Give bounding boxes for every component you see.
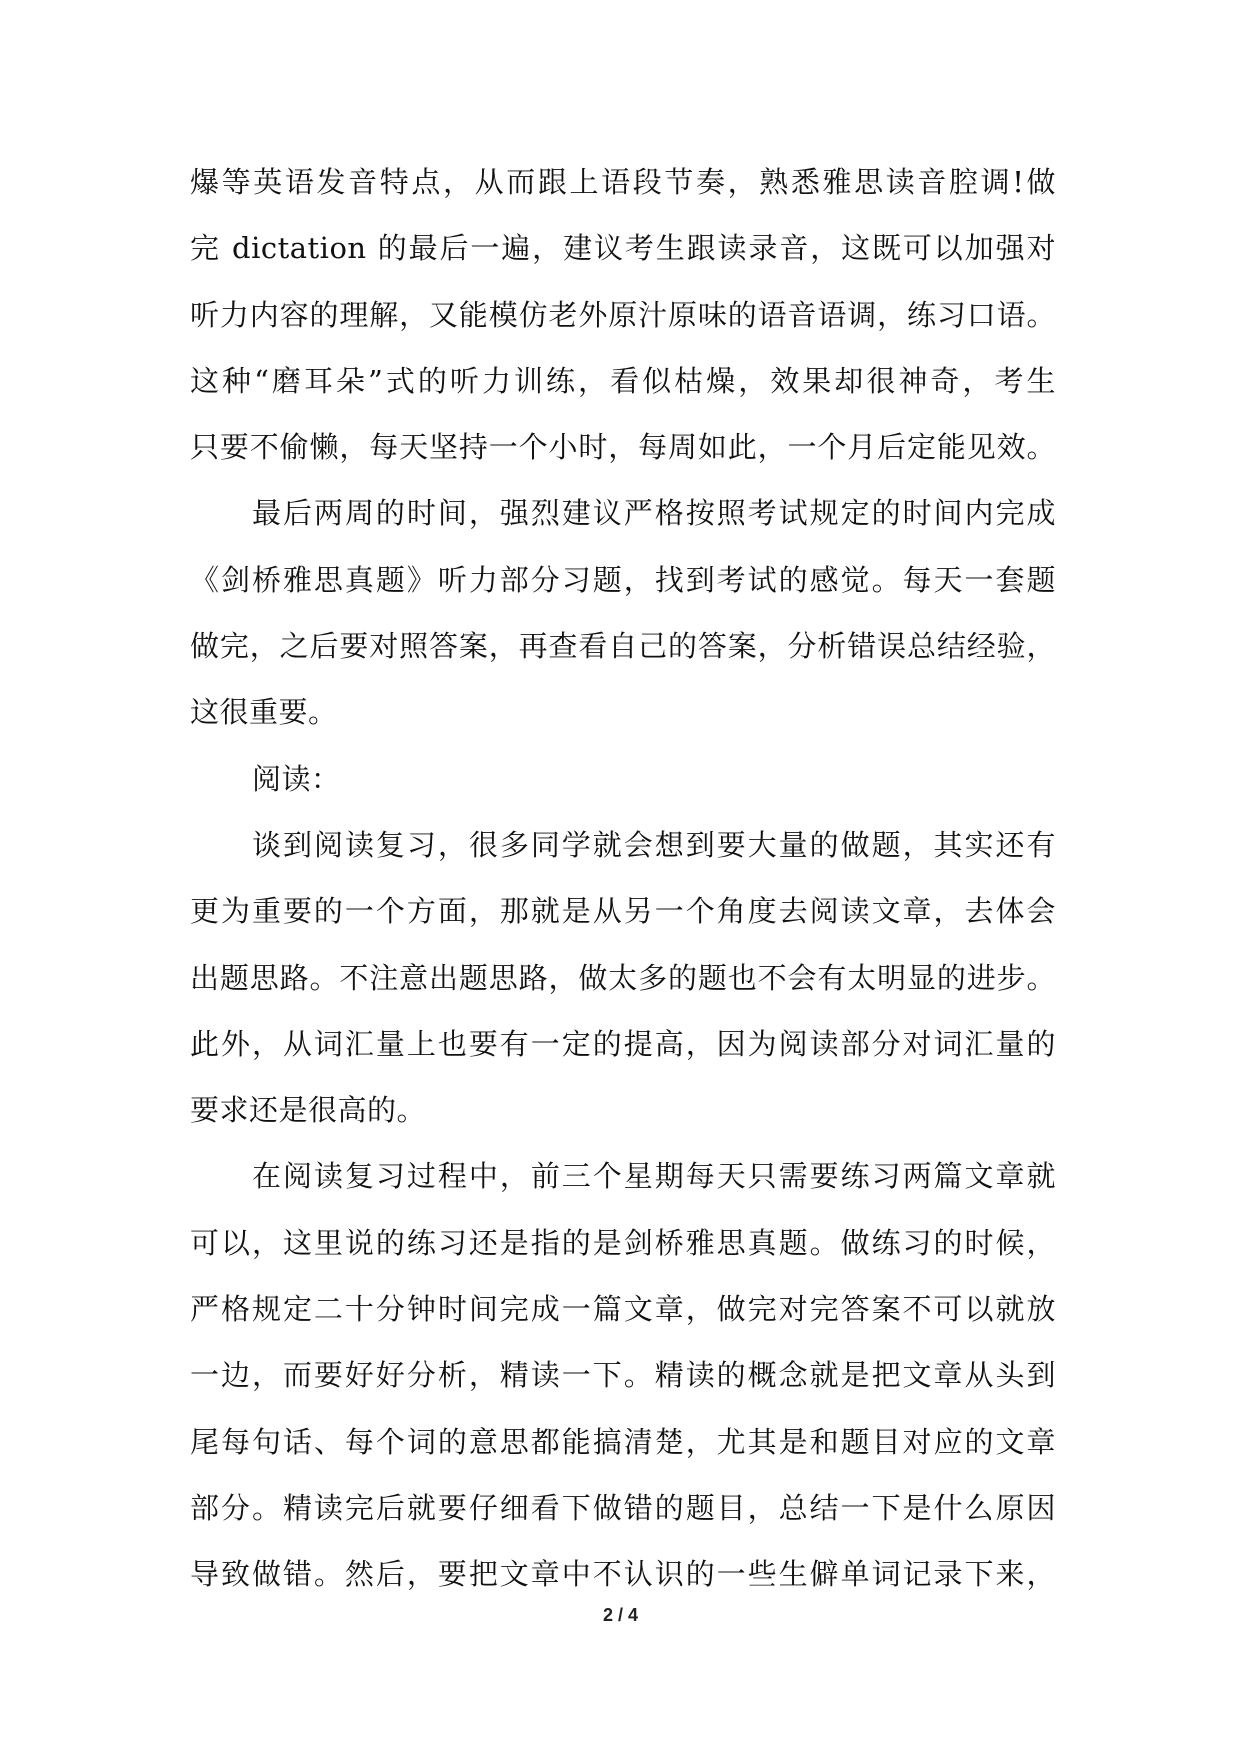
page-number: 2 / 4 bbox=[602, 1605, 639, 1625]
text-line: 《剑桥雅思真题》听力部分习题，找到考试的感觉。每天一套题 bbox=[190, 562, 1056, 597]
text-line: 做完，之后要对照答案，再查看自己的答案，分析错误总结经验， bbox=[190, 629, 1056, 664]
text-line: 爆等英语发音特点，从而跟上语段节奏，熟悉雅思读音腔调!做 bbox=[190, 165, 1056, 199]
text-line: 此外，从词汇量上也要有一定的提高，因为阅读部分对词汇量的 bbox=[190, 1026, 1056, 1061]
text-line: 更为重要的一个方面，那就是从另一个角度去阅读文章，去体会 bbox=[190, 894, 1056, 929]
text-line: 出题思路。不注意出题思路，做太多的题也不会有太明显的进步。 bbox=[190, 960, 1056, 995]
document-body bbox=[190, 162, 1056, 1621]
text-line: 最后两周的时间，强烈建议严格按照考试规定的时间内完成 bbox=[252, 496, 1056, 531]
text-line: 部分。精读完后就要仔细看下做错的题目，总结一下是什么原因 bbox=[190, 1490, 1056, 1525]
text-line: 要求还是很高的。 bbox=[190, 1093, 427, 1128]
text-line: 谈到阅读复习，很多同学就会想到要大量的做题，其实还有 bbox=[252, 827, 1056, 862]
section-heading: 阅读： bbox=[252, 761, 341, 796]
text-line: 这很重要。 bbox=[190, 695, 338, 730]
text-line: 听力内容的理解，又能模仿老外原汁原味的语音语调，练习口语。 bbox=[190, 297, 1056, 332]
text-line: 尾每句话、每个词的意思都能搞清楚，尤其是和题目对应的文章 bbox=[190, 1424, 1056, 1459]
text-line: 导致做错。然后，要把文章中不认识的一些生僻单词记录下来， bbox=[190, 1557, 1056, 1592]
text-line: 完 dictation 的最后一遍，建议考生跟读录音，这既可以加强对 bbox=[190, 231, 1056, 266]
text-line: 严格规定二十分钟时间完成一篇文章，做完对完答案不可以就放 bbox=[190, 1292, 1056, 1327]
text-line: 这种“磨耳朵”式的听力训练，看似枯燥，效果却很神奇，考生 bbox=[190, 363, 1056, 398]
text-line: 一边，而要好好分析，精读一下。精读的概念就是把文章从头到 bbox=[190, 1358, 1056, 1393]
text-line: 在阅读复习过程中，前三个星期每天只需要练习两篇文章就 bbox=[252, 1159, 1056, 1194]
text-line: 可以，这里说的练习还是指的是剑桥雅思真题。做练习的时候， bbox=[190, 1225, 1056, 1260]
text-line: 只要不偷懒，每天坚持一个小时，每周如此，一个月后定能见效。 bbox=[190, 430, 1056, 465]
